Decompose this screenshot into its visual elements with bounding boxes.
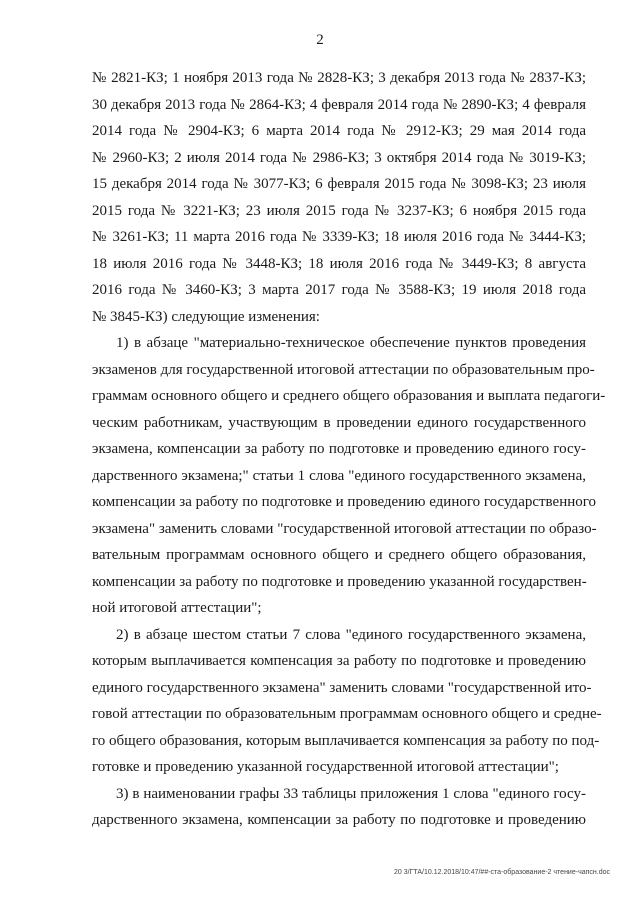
footer-file-path: 20 3/ГТА/10.12.2018/10:47/##-ста-образование-2 чтение-чапсн.doc bbox=[393, 869, 610, 876]
text-line: 2015 года № 3221-КЗ; 23 июля 2015 года № 3237-КЗ; 6 ноября 2015 года bbox=[92, 202, 586, 219]
text-line: единого государственного экзамена" заменить словами "государственной ито- bbox=[92, 679, 592, 696]
text-line: 2014 года № 2904-КЗ; 6 марта 2014 года № 2912-КЗ; 29 мая 2014 года bbox=[92, 123, 586, 139]
page-number: 2 bbox=[316, 32, 324, 48]
text-line: 3) в наименовании графы 33 таблицы приложения 1 слова "единого госу- bbox=[116, 785, 586, 802]
text-line: экзаменов для государственной итоговой аттестации по образовательным про- bbox=[92, 361, 595, 378]
text-line: № 3845-КЗ) следующие изменения: bbox=[92, 308, 320, 325]
text-line: граммам основного общего и среднего общего образования и выплата педагоги- bbox=[92, 388, 606, 404]
text-line: 15 декабря 2014 года № 3077-КЗ; 6 февраля 2015 года № 3098-КЗ; 23 июля bbox=[92, 176, 586, 192]
text-line: 1) в абзаце "материально-техническое обеспечение пунктов проведения bbox=[116, 335, 586, 351]
document-body bbox=[92, 65, 606, 834]
text-line: 30 декабря 2013 года № 2864-КЗ; 4 февраля 2014 года № 2890-КЗ; 4 февраля bbox=[92, 96, 586, 113]
text-line: экзамена" заменить словами "государственной итоговой аттестации по образо- bbox=[92, 520, 597, 537]
text-line: дарственного экзамена, компенсации за работу по подготовке и проведению bbox=[92, 812, 586, 828]
text-line: которым выплачивается компенсация за работу по подготовке и проведению bbox=[92, 653, 586, 669]
text-line: дарственного экзамена;" статьи 1 слова "единого государственного экзамена, bbox=[92, 467, 586, 484]
text-line: № 3261-КЗ; 11 марта 2016 года № 3339-КЗ; 18 июля 2016 года № 3444-КЗ; bbox=[92, 229, 586, 245]
text-line: го общего образования, которым выплачивается компенсация за работу по под- bbox=[92, 732, 600, 749]
text-line: 18 июля 2016 года № 3448-КЗ; 18 июля 2016 года № 3449-КЗ; 8 августа bbox=[92, 255, 586, 272]
text-line: компенсации за работу по подготовке и проведению единого государственного bbox=[92, 494, 597, 510]
text-line: № 2821-КЗ; 1 ноября 2013 года № 2828-КЗ; 3 декабря 2013 года № 2837-КЗ; bbox=[92, 70, 586, 86]
text-line: экзамена, компенсации за работу по подготовке и проведению единого госу- bbox=[92, 441, 586, 457]
text-line: 2) в абзаце шестом статьи 7 слова "единого государственного экзамена, bbox=[116, 626, 586, 643]
text-line: говой аттестации по образовательным программам основного общего и средне- bbox=[92, 706, 602, 722]
text-line: ной итоговой аттестации"; bbox=[92, 600, 262, 616]
text-line: № 2960-КЗ; 2 июля 2014 года № 2986-КЗ; 3 октября 2014 года № 3019-КЗ; bbox=[92, 149, 586, 166]
text-line: компенсации за работу по подготовке и проведению указанной государствен- bbox=[92, 573, 587, 590]
text-line: вательным программам основного общего и среднего общего образования, bbox=[92, 547, 586, 563]
text-line: ческим работникам, участвующим в проведении единого государственного bbox=[92, 414, 586, 431]
text-line: 2016 года № 3460-КЗ; 3 марта 2017 года № 3588-КЗ; 19 июля 2018 года bbox=[92, 282, 586, 298]
text-line: готовке и проведению указанной государственной итоговой аттестации"; bbox=[92, 759, 559, 775]
